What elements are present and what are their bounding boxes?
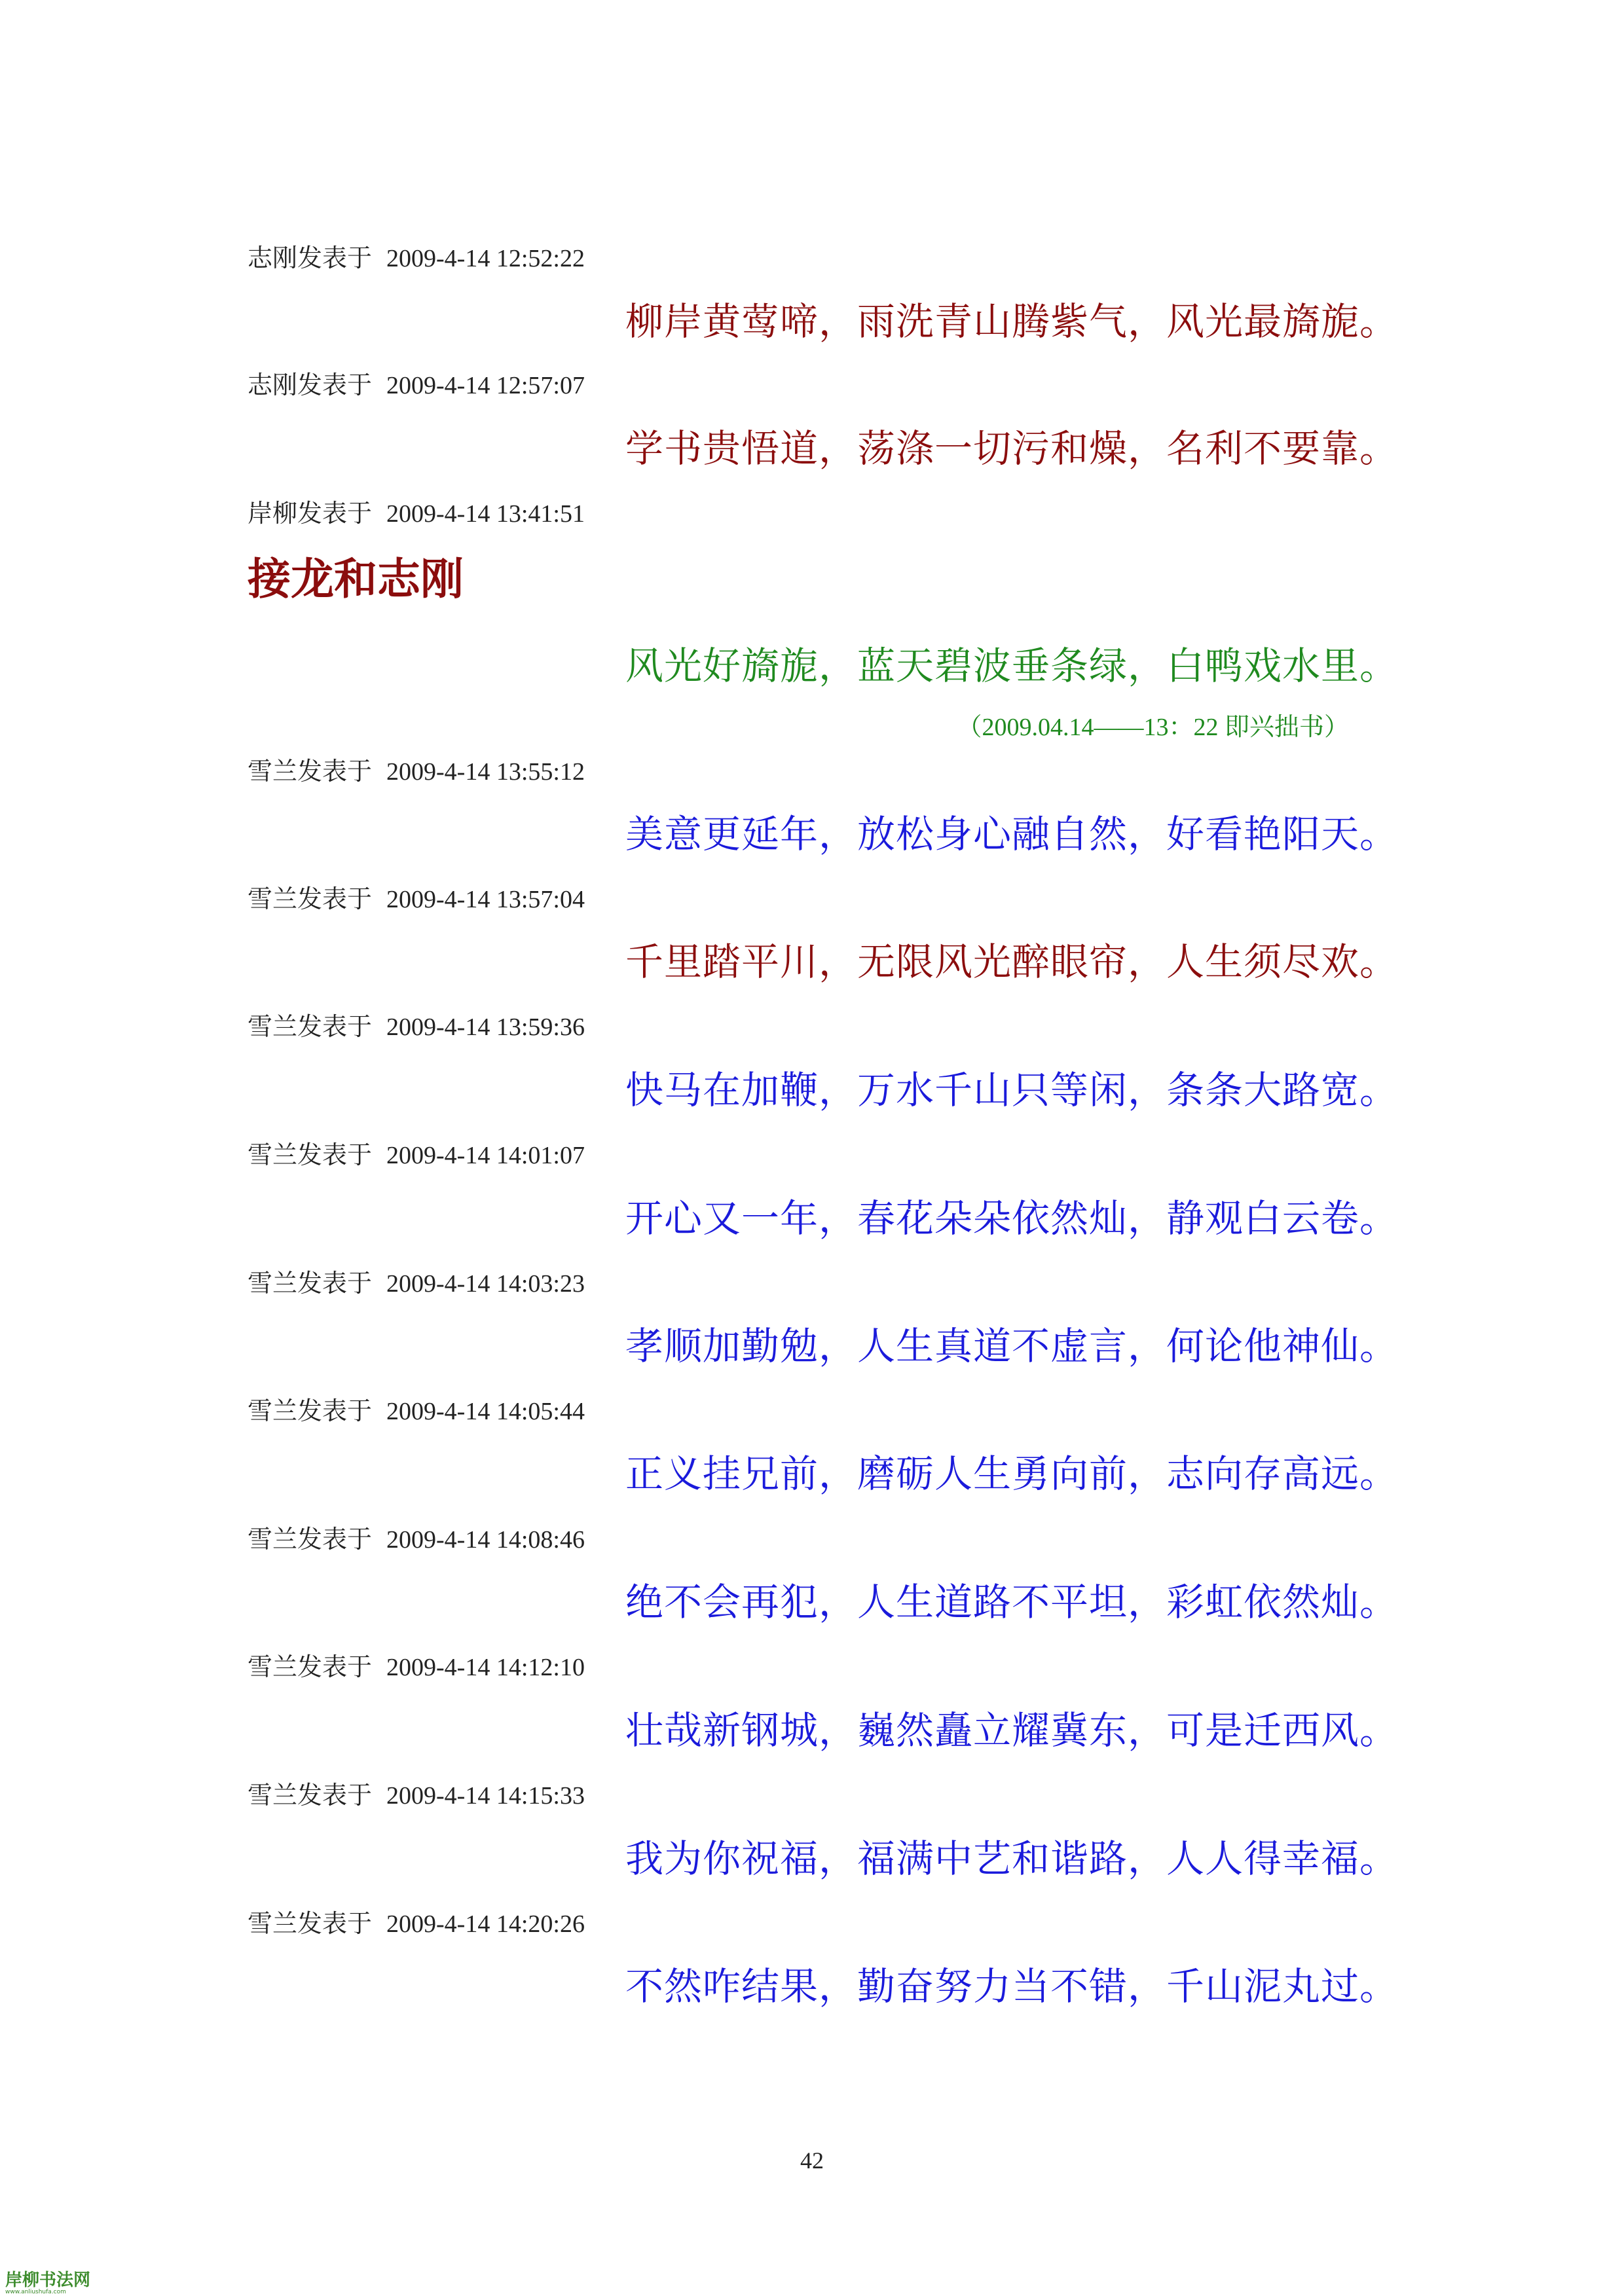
post-author: 雪兰发表于 [248, 758, 373, 786]
post-meta [248, 1912, 585, 1937]
post-time: 2009-4-14 14:12:10 [386, 1654, 585, 1681]
post-author: 雪兰发表于 [248, 886, 373, 913]
post-time: 2009-4-14 14:01:07 [386, 1142, 585, 1169]
post-meta [248, 501, 585, 526]
post-time: 2009-4-14 12:52:22 [386, 245, 585, 272]
post-author: 雪兰发表于 [248, 1398, 373, 1425]
post-author: 雪兰发表于 [248, 1782, 373, 1810]
post-author: 志刚发表于 [248, 245, 373, 272]
post-author: 岸柳发表于 [248, 500, 373, 528]
post-author: 雪兰发表于 [248, 1526, 373, 1554]
post-meta [248, 1527, 585, 1552]
post-meta [248, 887, 585, 912]
post-author: 志刚发表于 [248, 372, 373, 399]
post-meta [248, 1015, 585, 1040]
post-verse: 正义挂兄前，磨砺人生勇向前，志向存高远。 [625, 1451, 1398, 1496]
post-verse: 柳岸黄莺啼，雨洗青山腾紫气，风光最旖旎。 [625, 299, 1398, 344]
post-time: 2009-4-14 12:57:07 [386, 372, 585, 399]
watermark-url: www.anliushufa.com [5, 2289, 66, 2295]
post-note: （2009.04.14——13：22 即兴拙书） [957, 714, 1349, 741]
post-time: 2009-4-14 13:55:12 [386, 758, 585, 786]
site-watermark [5, 2272, 90, 2295]
post-author: 雪兰发表于 [248, 1142, 373, 1169]
post-meta [248, 1143, 585, 1168]
post-verse: 壮哉新钢城，巍然矗立耀冀东，可是迁西风。 [625, 1708, 1398, 1753]
post-meta [248, 1655, 585, 1680]
post-author: 雪兰发表于 [248, 1013, 373, 1041]
post-verse: 不然咋结果，勤奋努力当不错，千山泥丸过。 [625, 1964, 1398, 2009]
post-meta [248, 759, 585, 784]
watermark-name: 岸柳书法网 [5, 2270, 91, 2290]
post-author: 雪兰发表于 [248, 1270, 373, 1298]
post-author: 雪兰发表于 [248, 1910, 373, 1938]
post-verse: 孝顺加勤勉，人生真道不虚言，何论他神仙。 [625, 1324, 1398, 1368]
post-meta [248, 246, 585, 271]
post-time: 2009-4-14 13:57:04 [386, 886, 585, 913]
post-verse: 美意更延年，放松身心融自然，好看艳阳天。 [625, 812, 1398, 856]
post-author: 雪兰发表于 [248, 1654, 373, 1681]
page-number: 42 [800, 2147, 824, 2174]
post-time: 2009-4-14 14:05:44 [386, 1398, 585, 1425]
post-verse: 快马在加鞭，万水千山只等闲，条条大路宽。 [625, 1068, 1398, 1112]
post-verse: 千里踏平川，无限风光醉眼帘，人生须尽欢。 [625, 939, 1398, 984]
post-time: 2009-4-14 14:03:23 [386, 1270, 585, 1298]
post-time: 2009-4-14 13:41:51 [386, 500, 585, 528]
post-verse: 风光好旖旎，蓝天碧波垂条绿，白鸭戏水里。 [625, 644, 1398, 688]
post-verse: 绝不会再犯，人生道路不平坦，彩虹依然灿。 [625, 1580, 1398, 1624]
post-time: 2009-4-14 14:15:33 [386, 1782, 585, 1810]
post-heading: 接龙和志刚 [248, 554, 464, 604]
post-verse: 我为你祝福，福满中艺和谐路，人人得幸福。 [625, 1836, 1398, 1881]
post-verse: 学书贵悟道，荡涤一切污和燥，名利不要靠。 [625, 426, 1398, 471]
post-time: 2009-4-14 14:08:46 [386, 1526, 585, 1554]
post-meta [248, 373, 585, 398]
post-meta [248, 1399, 585, 1424]
post-verse: 开心又一年，春花朵朵依然灿，静观白云卷。 [625, 1196, 1398, 1241]
post-time: 2009-4-14 13:59:36 [386, 1013, 585, 1041]
post-meta [248, 1271, 585, 1296]
post-time: 2009-4-14 14:20:26 [386, 1910, 585, 1938]
post-meta [248, 1783, 585, 1808]
